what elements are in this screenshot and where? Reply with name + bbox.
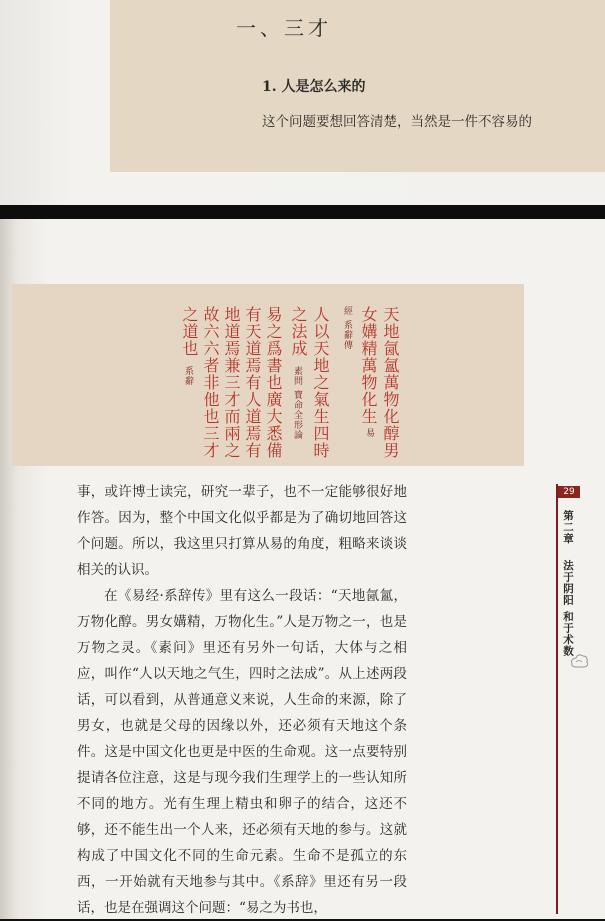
paragraph-2: 在《易经·系辞传》里有这么一段话：“天地氤氳，万物化醇。男女媾精，万物化生。”人是万物之一，也是万物之灵。《素问》里还有另外一句话，大体与之相应，叫作“人以天地之气生，四时之法成”。从上述两段话，可以看到，从普通意义来说，人生命的来源，除了男女，也就是父母的因缘以外，还必须有天地这个条件。这是中国文化也更是中医的生命观。这一点要特别提请各位注意，这是与现今我们生理学上的一些认知所不同的地方。光有生理上精虫和卵子的结合，这还不够，还不能生出一个人来，还必须有天地的参与。这就构成了中国文化不同的生命元素。生命不是孤立的东西，一开始就有天地参与其中。《系辞》里还有另一段话，也是在强调这个问题：“易之为书也， [77,588,407,916]
quote-column-5: 之法成 [289,306,308,357]
paragraph-1: 事，或许博士读完，研究一辈子，也不一定能够很好地作答。因为，整个中国文化似乎都是为了确切地回答这个问题。所以，我这里只打算从易的角度，粗略来谈谈相关的认识。 [77,484,407,578]
body-text [77,479,407,921]
intro-line: 这个问题要想回答清楚，当然是一件不容易的 [262,114,532,130]
quote-column-6: 易之爲書也廣大悉備 [264,306,283,459]
page-gap [0,205,605,219]
quote-column-8: 地道焉兼三才而兩之 [222,306,241,459]
quote-note-5: 素問 寶命全形論 [292,366,302,440]
subsection-title: 1. 人是怎么来的 [262,79,366,95]
margin-rule [556,484,558,914]
quote-note-1: 易 [364,428,374,438]
cloud-ornament-icon [568,650,590,672]
quote-column-10: 之道也 [180,306,199,357]
quote-note-10: 系辭 [183,366,193,386]
quote-column-1: 天地氤氳萬物化醇男 [381,306,400,459]
chapter-title: 法于阴阳 和于术数 [562,560,574,657]
section-title: 一、三才 [236,16,332,40]
quote-column-7: 有天道焉有人道焉有 [243,306,262,459]
quote-note-2: 經 系辭傳 [342,306,352,350]
page-number-badge: 29 [558,486,580,498]
quote-column-2: 女媾精萬物化生 [359,306,378,425]
chapter-label: 第二章 [562,510,574,545]
quote-column-9: 故六六者非他也三才 [201,306,220,459]
quote-column-4: 人以天地之氣生四時 [311,306,330,459]
